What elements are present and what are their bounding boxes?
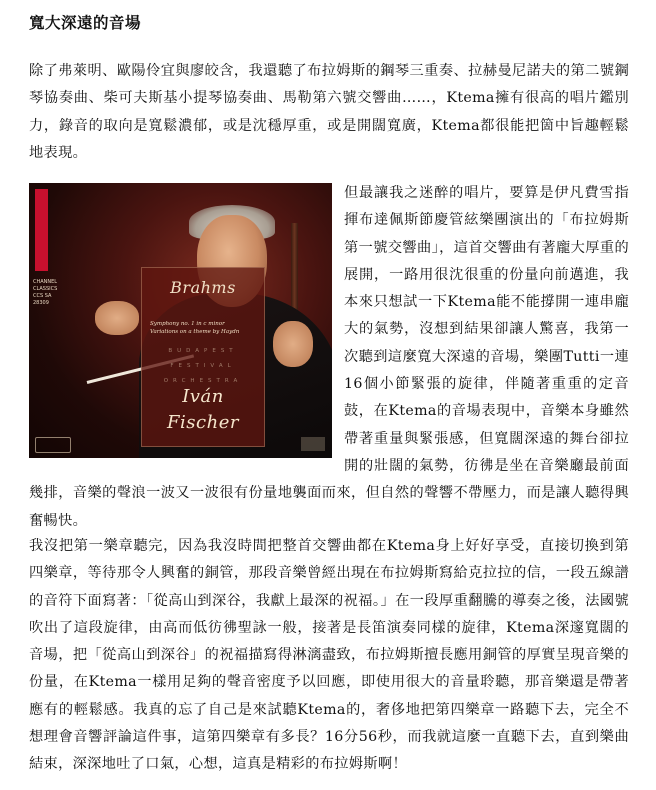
paragraph-intro: 除了弗萊明、歐陽伶宜與廖皎含，我還聽了布拉姆斯的鋼琴三重奏、拉赫曼尼諾夫的第二號鋼琴協奏曲、柴可夫斯基小提琴協奏曲、馬勒第六號交響曲……，Ktema擁有很高的唱片鑑別力，錄音的取向是寬鬆濃郁，或是沈穩厚重，或是開闊寬廣，Ktema都很能把箇中旨趣輕鬆地表現。 bbox=[29, 63, 629, 161]
cover-conductor-last: Fischer bbox=[167, 412, 239, 433]
corner-logo-icon bbox=[301, 437, 325, 451]
cover-composer: Brahms bbox=[170, 278, 236, 297]
label-logo-icon bbox=[35, 189, 48, 271]
cover-work-2: Variations on a theme by Haydn bbox=[150, 329, 240, 335]
paragraph-listening: 我沒把第一樂章聽完，因為我沒時間把整首交響曲都在Ktema身上好好享受，直接切換到第四樂章，等待那令人興奮的銅管，那段音樂曾經出現在布拉姆斯寫給克拉拉的信，一段五線譜的音符下面寫著：「從高山到深谷，我獻上最深的祝福。」在一段厚重翻騰的導奏之後，法國號吹出了這段旋律，由高而低彷彿聖詠一般，接著是長笛演奏同樣的旋律，Ktema深邃寬闊的音場，把「從高山到深谷」的祝福描寫得淋漓盡致，布拉姆斯擅長應用銅管的厚實呈現音樂的份量，在Ktema一樣用足夠的聲音密度予以回應，即使用很大的音量聆聽，那音樂還是帶著應有的輕鬆感。我真的忘了自己是來試聽Ktema的，奢侈地把第四樂章一路聽下去，完全不想理會音響評論這件事，這第四樂章有多長？16分56秒，而我就這麼一直聽下去，直到樂曲結束，深深地吐了口氣，心想，這真是精彩的布拉姆斯啊！ bbox=[29, 538, 629, 773]
album-section bbox=[29, 180, 629, 535]
paragraph-album: 但最讓我之迷醉的唱片，要算是伊凡費雪指揮布達佩斯節慶管絃樂團演出的「布拉姆斯第一號交響曲」，這首交響曲有著龐大厚重的展開，一路用很沈很重的份量向前邁進，我本來只想試一下Ktema能不能撐開一連串龐大的氣勢，沒想到結果卻讓人驚喜，我第一次聽到這麼寬大深遠的音場，樂團Tutti一連16個小節緊張的旋律，伴隨著重重的定音鼓，在Ktema的音場表現中，音樂本身雖然帶著重量與緊張感，但寬闊深遠的舞台卻拉開的壯闊的氣勢，彷彿是坐在音樂廳最前面幾排，音樂的聲浪一波又一波很有份量地襲面而來，但自然的聲響不帶壓力，而是讓人聽得興奮暢快。 bbox=[29, 185, 629, 529]
conductor-right-hand-shape bbox=[273, 321, 313, 367]
sacd-logo-icon bbox=[35, 437, 71, 453]
cover-title-panel bbox=[141, 267, 265, 447]
cover-conductor-first: Iván bbox=[182, 386, 224, 407]
album-cover-image bbox=[29, 183, 332, 458]
conductor-left-hand-shape bbox=[95, 301, 139, 335]
article-title: 寬大深遠的音場 bbox=[29, 13, 142, 32]
cover-work-1: Symphony no. 1 in c minor bbox=[150, 321, 225, 327]
cover-orchestra: BUDAPEST FESTIVAL ORCHESTRA bbox=[163, 348, 243, 384]
cover-works bbox=[150, 320, 260, 336]
label-logo-text: CHANNEL CLASSICS CCS SA 28309 bbox=[33, 279, 58, 306]
